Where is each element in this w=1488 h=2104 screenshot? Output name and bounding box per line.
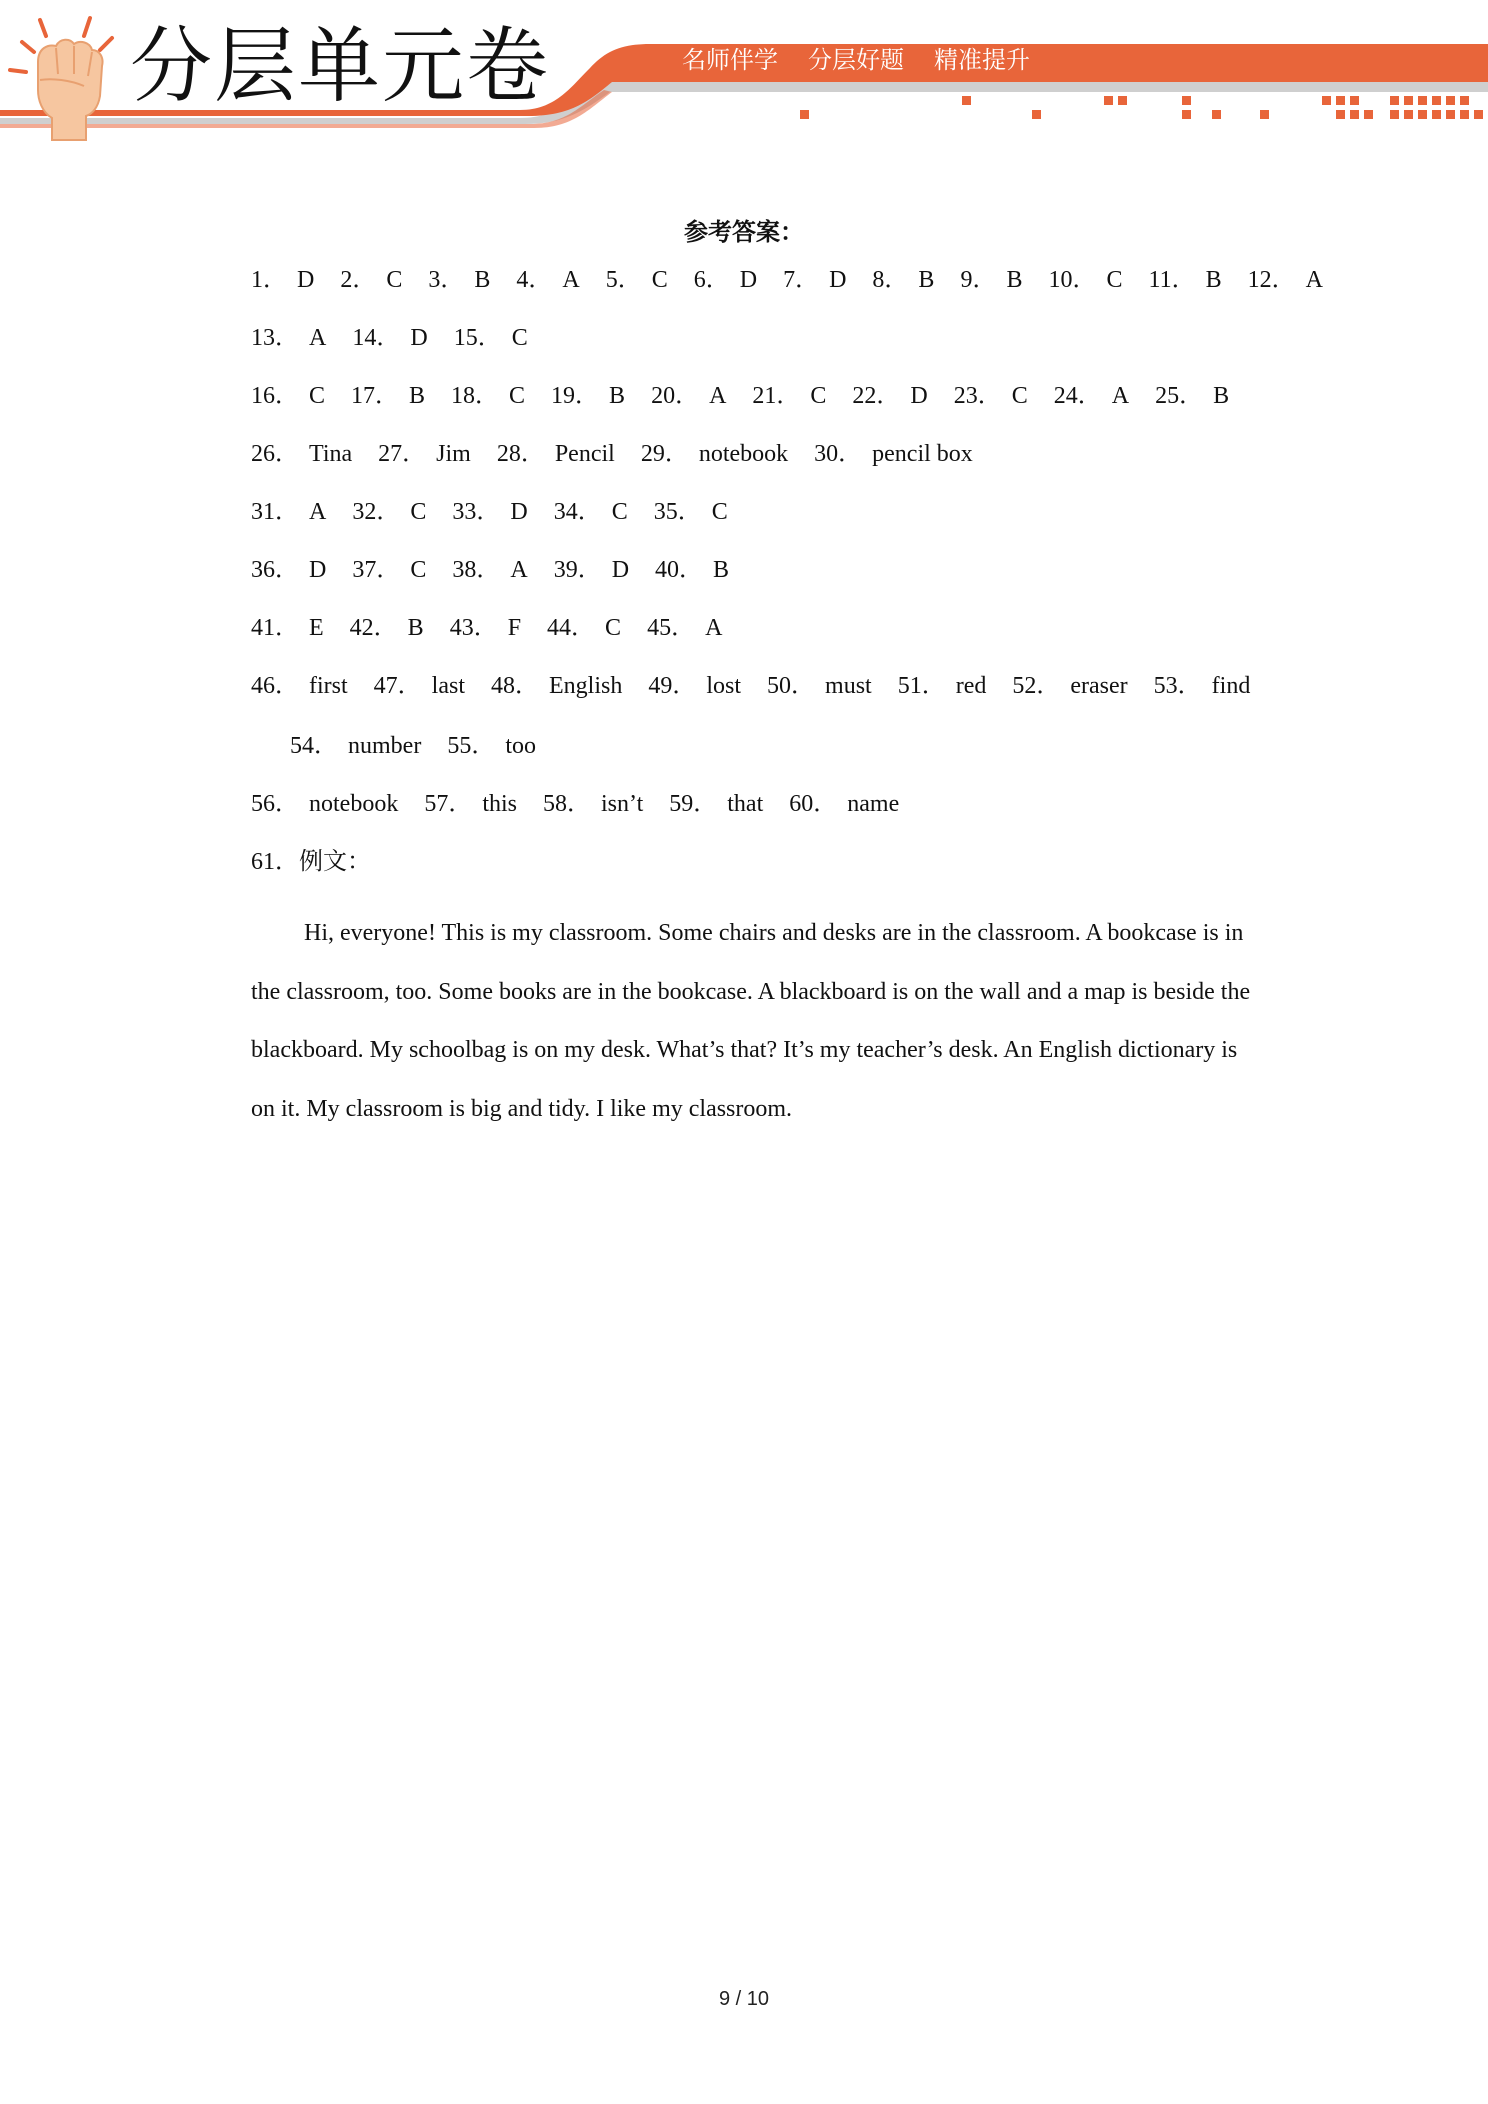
answer-value: B xyxy=(1213,383,1230,409)
answer-item xyxy=(641,436,788,472)
answer-value: C xyxy=(605,615,622,641)
answer-number: 36． xyxy=(251,557,299,583)
answer-number: 49． xyxy=(648,673,697,699)
answer-row xyxy=(251,610,748,646)
answer-number: 45． xyxy=(647,615,696,641)
answer-item xyxy=(767,668,872,704)
answer-item xyxy=(1054,378,1129,414)
answer-number: 14． xyxy=(352,325,401,351)
answer-item xyxy=(1148,262,1221,298)
answer-item xyxy=(543,786,643,822)
answer-number: 58． xyxy=(543,791,592,817)
page-number: 9 / 10 xyxy=(718,1988,770,2010)
answer-number: 41． xyxy=(251,615,299,641)
answer-number: 32． xyxy=(352,499,401,525)
answer-number: 48． xyxy=(491,673,539,699)
answer-item xyxy=(452,552,527,588)
answer-value: C xyxy=(509,383,526,409)
pixel-decoration xyxy=(800,96,1483,119)
answer-item xyxy=(251,552,326,588)
answer-item xyxy=(251,378,325,414)
answer-number: 54． xyxy=(290,733,338,759)
answer-row xyxy=(251,668,1276,704)
answer-row xyxy=(251,320,554,356)
answer-number: 44． xyxy=(547,615,596,641)
answer-item xyxy=(814,436,973,472)
answer-item xyxy=(789,786,899,822)
answer-value: first xyxy=(309,673,348,699)
answer-number: 17． xyxy=(351,383,400,409)
answer-number: 22． xyxy=(852,383,901,409)
answer-value: B xyxy=(609,383,626,409)
answer-value: notebook xyxy=(698,441,789,467)
answer-item xyxy=(852,378,927,414)
answer-number: 16． xyxy=(251,383,299,409)
answer-item xyxy=(251,436,352,472)
answer-item xyxy=(898,668,987,704)
answer-item xyxy=(1048,262,1122,298)
answer-item xyxy=(554,552,629,588)
answer-value: that xyxy=(727,791,764,817)
answer-value: this xyxy=(482,791,518,817)
answer-number: 23． xyxy=(953,383,1002,409)
answer-number: 10． xyxy=(1048,267,1097,293)
answer-value: B xyxy=(1205,267,1222,293)
answer-number: 27． xyxy=(378,441,427,467)
answer-row xyxy=(251,786,925,822)
answer-value: English xyxy=(549,673,623,699)
answer-value: C xyxy=(309,383,326,409)
answer-item xyxy=(352,320,427,356)
answer-value: D xyxy=(410,325,428,351)
answer-item xyxy=(872,262,934,298)
answer-value: C xyxy=(810,383,827,409)
answer-value: too xyxy=(505,733,536,759)
answer-value: C xyxy=(511,325,528,351)
answer-value: B xyxy=(407,615,424,641)
answer-number: 29． xyxy=(640,441,689,467)
answer-value: isn’t xyxy=(601,791,644,817)
answer-value: E xyxy=(309,615,324,641)
answer-item xyxy=(352,552,426,588)
answer-number: 51． xyxy=(897,673,946,699)
answer-item xyxy=(655,552,729,588)
answer-value: lost xyxy=(706,673,742,699)
sample-essay: Hi, everyone! This is my classroom. Some chairs and desks are in the classroom. A bookcase is in the classroom, too. Some books are in the bookcase. A blackboard is on the wall and a map is beside the blackboard. My schoolbag is on my desk. What’s that? It’s my teacher’s desk. An English dictionary is on it. My classroom is big and tidy. I like my classroom. xyxy=(251,920,1251,1122)
answer-item xyxy=(669,786,763,822)
answer-value: last xyxy=(431,673,465,699)
answer-item xyxy=(960,262,1022,298)
answer-value: pencil box xyxy=(872,441,973,467)
answer-item xyxy=(547,610,621,646)
answer-value: D xyxy=(611,557,630,583)
answer-item xyxy=(648,668,741,704)
answer-value: C xyxy=(611,499,628,525)
answer-item xyxy=(452,494,527,530)
answer-item xyxy=(1154,668,1251,704)
answer-number: 30． xyxy=(814,441,863,467)
answer-item xyxy=(606,262,668,298)
answer-number: 9． xyxy=(960,267,997,293)
answer-number: 40． xyxy=(655,557,704,583)
answer-value: C xyxy=(410,499,427,525)
answer-item xyxy=(647,610,722,646)
answer-item xyxy=(651,378,726,414)
answer-item xyxy=(352,494,426,530)
answer-number: 5． xyxy=(605,267,642,293)
answer-item xyxy=(491,668,622,704)
answer-item xyxy=(251,320,326,356)
answer-number: 26． xyxy=(251,441,299,467)
answer-item xyxy=(497,436,615,472)
answer-item xyxy=(1155,378,1229,414)
answer-number: 53． xyxy=(1153,673,1202,699)
answer-number: 39． xyxy=(553,557,602,583)
answer-value: Jim xyxy=(436,441,471,467)
answer-number: 15． xyxy=(453,325,502,351)
answer-value: A xyxy=(1111,383,1130,409)
slogan-3: 精准提升 xyxy=(934,46,1030,74)
answer-value: A xyxy=(309,499,327,525)
answer-item xyxy=(1248,262,1323,298)
answer-number: 2． xyxy=(340,267,377,293)
answer-value: D xyxy=(910,383,928,409)
answer-item xyxy=(451,378,525,414)
answer-number: 13． xyxy=(251,325,299,351)
answer-item xyxy=(351,378,425,414)
answer-item xyxy=(378,436,471,472)
answer-number: 33． xyxy=(452,499,501,525)
answer-row xyxy=(251,378,1255,414)
answer-number: 25． xyxy=(1155,383,1204,409)
answer-value: F xyxy=(507,615,522,641)
answer-row xyxy=(251,494,754,530)
answer-value: A xyxy=(1305,267,1323,293)
answer-value: C xyxy=(386,267,403,293)
answer-number: 11． xyxy=(1148,267,1196,293)
answer-number: 38． xyxy=(452,557,501,583)
answer-number: 31． xyxy=(251,499,299,525)
answer-number: 28． xyxy=(496,441,545,467)
answer-value: D xyxy=(297,267,315,293)
answer-number: 50． xyxy=(767,673,816,699)
answer-value: C xyxy=(711,499,728,525)
answer-row xyxy=(251,436,999,472)
answer-item xyxy=(450,610,521,646)
answer-item xyxy=(783,262,846,298)
answer-number: 24． xyxy=(1053,383,1102,409)
answer-item xyxy=(516,262,579,298)
essay-label: 61．例文： xyxy=(251,849,371,875)
answer-value: D xyxy=(510,499,528,525)
answer-number: 57． xyxy=(424,791,473,817)
header-banner xyxy=(0,0,1488,150)
answer-item xyxy=(251,262,314,298)
answer-value: C xyxy=(1011,383,1028,409)
answer-item xyxy=(551,378,625,414)
answer-value: A xyxy=(510,557,528,583)
answer-item xyxy=(251,494,326,530)
answer-value: A xyxy=(705,615,723,641)
answer-row xyxy=(290,728,562,764)
answer-number: 47． xyxy=(373,673,422,699)
answer-number: 3． xyxy=(428,267,465,293)
answer-number: 43． xyxy=(449,615,498,641)
answer-number: 35． xyxy=(653,499,702,525)
answer-number: 59． xyxy=(669,791,718,817)
answer-value: B xyxy=(474,267,491,293)
slogan-2: 分层好题 xyxy=(808,46,904,74)
answer-number: 60． xyxy=(789,791,838,817)
answer-value: C xyxy=(410,557,427,583)
answer-number: 20． xyxy=(651,383,700,409)
answer-number: 4． xyxy=(516,267,553,293)
brand-title: 分层单元卷 xyxy=(130,19,551,114)
answer-key-title: 参考答案： xyxy=(684,217,804,246)
answer-value: number xyxy=(348,733,422,759)
answer-item xyxy=(374,668,465,704)
answer-number: 8． xyxy=(872,267,909,293)
answer-number: 19． xyxy=(551,383,600,409)
answer-value: B xyxy=(918,267,935,293)
answer-number: 7． xyxy=(783,267,820,293)
answer-item xyxy=(251,668,348,704)
answer-row xyxy=(251,262,1349,298)
answer-item xyxy=(340,262,402,298)
answer-number: 6． xyxy=(693,267,730,293)
answer-number: 46． xyxy=(251,673,299,699)
answer-item xyxy=(447,728,536,764)
answer-number: 37． xyxy=(352,557,401,583)
answer-item xyxy=(428,262,490,298)
answer-number: 55． xyxy=(447,733,496,759)
answer-value: find xyxy=(1211,673,1251,699)
answer-number: 18． xyxy=(451,383,500,409)
answer-value: B xyxy=(409,383,426,409)
answer-item xyxy=(251,786,398,822)
answer-value: D xyxy=(739,267,758,293)
answer-number: 42． xyxy=(349,615,398,641)
answer-value: name xyxy=(847,791,900,817)
answer-item xyxy=(954,378,1028,414)
answer-number: 1． xyxy=(251,267,287,293)
answer-item xyxy=(290,728,421,764)
answer-value: B xyxy=(713,557,730,583)
answer-number: 12． xyxy=(1247,267,1296,293)
answer-value: must xyxy=(825,673,872,699)
answer-value: Tina xyxy=(309,441,353,467)
answer-value: A xyxy=(562,267,580,293)
answer-value: A xyxy=(309,325,327,351)
answer-item xyxy=(454,320,528,356)
answer-value: C xyxy=(651,267,668,293)
answer-value: D xyxy=(309,557,327,583)
answer-value: A xyxy=(709,383,727,409)
answer-item xyxy=(350,610,424,646)
answer-item xyxy=(424,786,517,822)
answer-value: Pencil xyxy=(554,441,615,467)
answer-item xyxy=(554,494,628,530)
answer-number: 56． xyxy=(251,791,299,817)
answer-row xyxy=(251,552,755,588)
answer-value: B xyxy=(1006,267,1023,293)
answer-value: D xyxy=(829,267,847,293)
answer-number: 52． xyxy=(1012,673,1061,699)
slogan-bar xyxy=(682,42,1030,78)
answer-number: 34． xyxy=(553,499,602,525)
answer-value: eraser xyxy=(1070,673,1128,699)
answer-item xyxy=(251,610,324,646)
answer-item xyxy=(752,378,826,414)
answer-value: notebook xyxy=(309,791,399,817)
slogan-1: 名师伴学 xyxy=(682,46,778,74)
answer-item xyxy=(1012,668,1127,704)
answer-value: red xyxy=(955,673,987,699)
answer-number: 21． xyxy=(752,383,801,409)
answer-item xyxy=(654,494,728,530)
answer-item xyxy=(694,262,757,298)
answer-value: C xyxy=(1106,267,1123,293)
